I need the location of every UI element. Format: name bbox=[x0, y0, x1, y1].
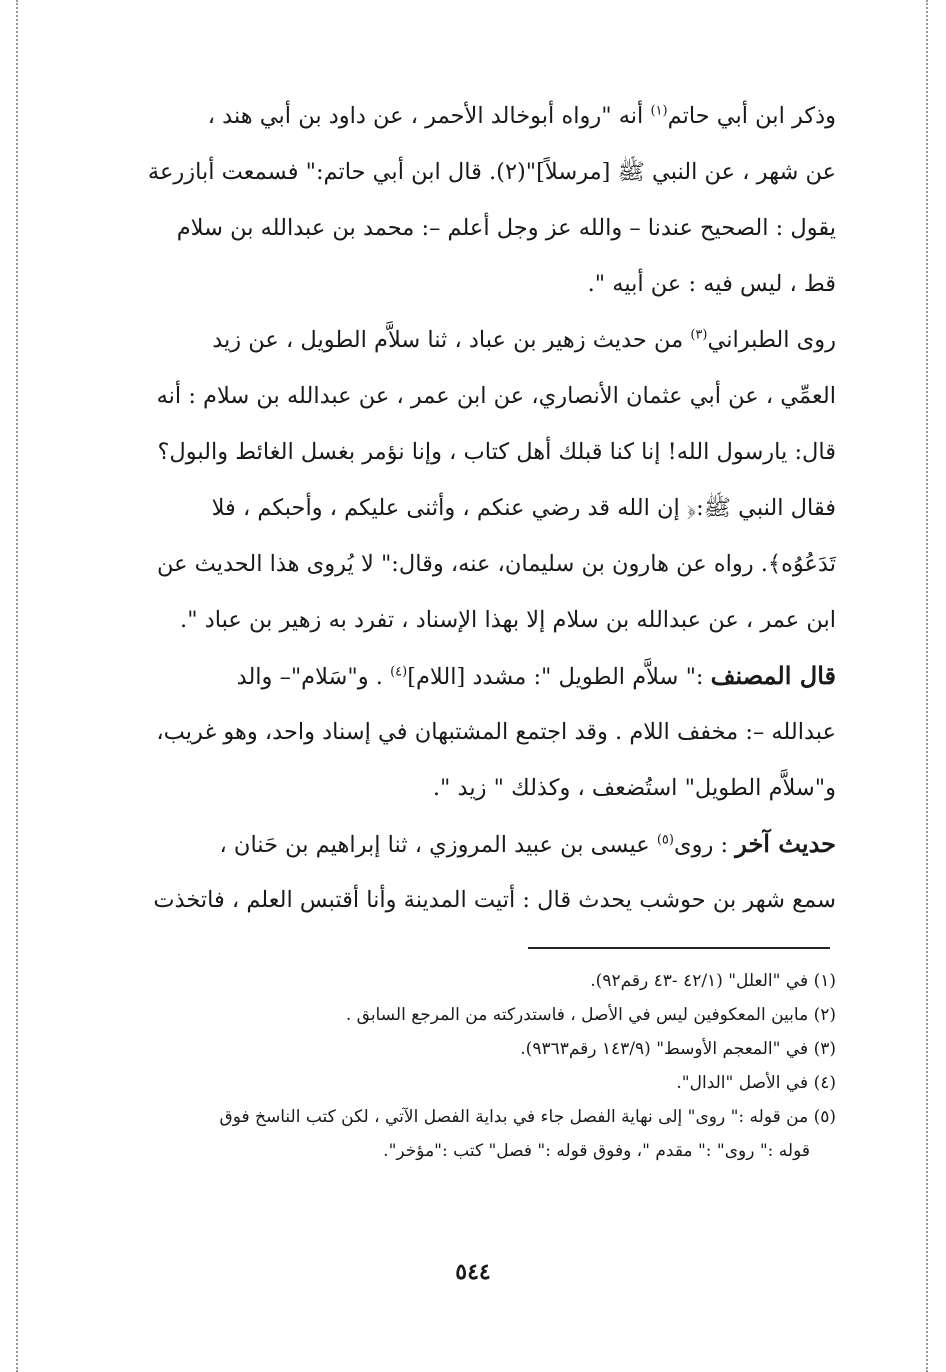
footnote-ref-4: (٤) bbox=[390, 664, 408, 680]
body-line-11-mid: :" سلاَّم الطويل ": مشدد [اللام] bbox=[407, 664, 711, 690]
right-edge-dotted-line bbox=[926, 0, 930, 1372]
body-line-2: عن شهر ، عن النبي ﷺ [مرسلاً]"(٢). قال ابن أبي حاتم:" فسمعت أبازرعة bbox=[147, 159, 836, 185]
body-line-13: و"سلاَّم الطويل" استُضعف ، وكذلك " زيد ". bbox=[432, 775, 836, 801]
main-body-text bbox=[112, 88, 836, 928]
footnote-1: (١) في "العلل" (٤٢/١ -٤٣ رقم٩٢). bbox=[590, 971, 836, 991]
body-line-14-mid: : روى bbox=[673, 832, 736, 858]
body-line-14-rest: عيسى بن عبيد المروزي ، ثنا إبراهيم بن حَنان ، bbox=[219, 832, 657, 858]
author-heading: قال المصنف bbox=[710, 661, 836, 690]
footnote-4: (٤) في الأصل "الدال". bbox=[676, 1073, 836, 1093]
body-line-11-rest: . و"سَلام"– والد bbox=[236, 664, 391, 690]
body-line-11 bbox=[112, 648, 836, 704]
body-line-4: قط ، ليس فيه : عن أبيه ". bbox=[587, 271, 836, 297]
body-line-10: ابن عمر ، عن عبدالله بن سلام إلا بهذا الإسناد ، تفرد به زهير بن عباد ". bbox=[180, 607, 836, 633]
page-number: ٥٤٤ bbox=[455, 1259, 491, 1285]
body-line-5-text: روى الطبراني bbox=[707, 327, 836, 353]
body-line-1-rest: أنه "رواه أبوخالد الأحمر ، عن داود بن أبي هند ، bbox=[207, 103, 651, 129]
body-line-5-rest: من حديث زهير بن عباد ، ثنا سلاَّم الطويل ، عن زيد bbox=[212, 327, 691, 353]
footnote-ref-3: (٣) bbox=[690, 327, 708, 343]
footnote-ref-1: (١) bbox=[650, 103, 668, 119]
footnote-5-continuation: قوله :" روى" :" مقدم "، وفوق قوله :" فصل" كتب :"مؤخر". bbox=[383, 1141, 810, 1161]
footnotes bbox=[112, 964, 836, 1168]
body-line-3: يقول : الصحيح عندنا – والله عز وجل أعلم –: محمد بن عبدالله بن سلام bbox=[176, 215, 836, 241]
body-line-1 bbox=[112, 88, 836, 144]
body-line-9: تَدَعُوُه﴾. رواه عن هارون بن سليمان، عنه، وقال:" لا يُروى هذا الحديث عن bbox=[156, 551, 836, 577]
body-line-5 bbox=[112, 312, 836, 368]
footnote-3: (٣) في "المعجم الأوسط" (١٤٣/٩ رقم٩٣٦٣). bbox=[520, 1039, 836, 1059]
footnote-ref-5: (٥) bbox=[656, 832, 674, 848]
body-line-1-text: وذكر ابن أبي حاتم bbox=[667, 103, 836, 129]
body-line-12: عبدالله –: مخفف اللام . وقد اجتمع المشتبهان في إسناد واحد، وهو غريب، bbox=[156, 719, 836, 745]
body-line-15: سمع شهر بن حوشب يحدث قال : أتيت المدينة وأنا أقتبس العلم ، فاتخذت bbox=[153, 887, 836, 913]
left-edge-dotted-line bbox=[16, 0, 20, 1372]
body-line-6: العمِّي ، عن أبي عثمان الأنصاري، عن ابن عمر ، عن عبدالله بن سلام : أنه bbox=[156, 383, 836, 409]
footnote-separator bbox=[528, 947, 830, 949]
footnote-5: (٥) من قوله :" روى" إلى نهاية الفصل جاء في بداية الفصل الآتي ، لكن كتب الناسخ فوق bbox=[219, 1107, 836, 1127]
another-hadith-heading: حديث آخر bbox=[735, 829, 836, 858]
body-line-7: قال: يارسول الله! إنا كنا قبلك أهل كتاب ، وإنا نؤمر بغسل الغائط والبول؟ bbox=[157, 439, 836, 465]
footnote-2: (٢) مابين المعكوفين ليس في الأصل ، فاستدركته من المرجع السابق . bbox=[345, 1005, 836, 1025]
body-line-8: فقال النبي ﷺ:﴿ إن الله قد رضي عنكم ، وأثنى عليكم ، وأحبكم ، فلا bbox=[211, 495, 836, 521]
body-line-14 bbox=[112, 816, 836, 872]
